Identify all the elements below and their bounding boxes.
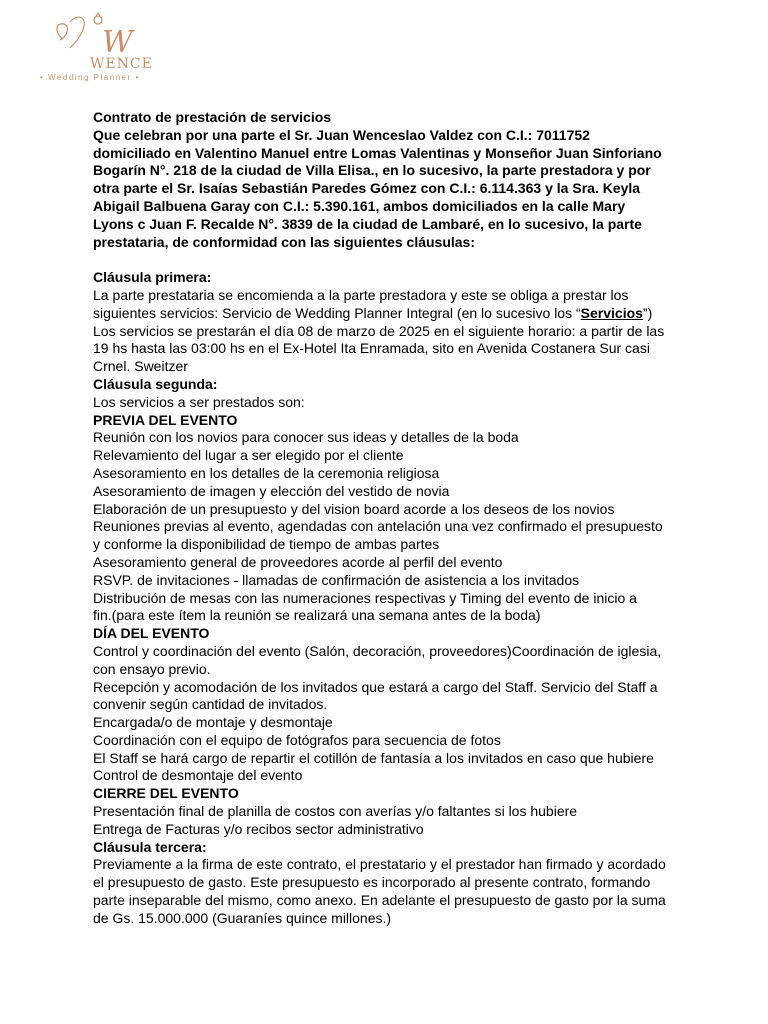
clause-text: de Gs. 15.000.000 (Guaraníes quince millones.) xyxy=(93,909,392,926)
service-item: Distribución de mesas con las numeraciones respectivas y Timing del evento de inicio a xyxy=(93,589,637,606)
ring-icon xyxy=(94,16,102,24)
header-line: domiciliado en Valentino Manuel entre Lomas Valentinas y Monseñor Juan Sinforiano xyxy=(93,144,662,161)
service-item: Elaboración de un presupuesto y del vision board acorde a los deseos de los novios xyxy=(93,500,615,517)
header-line: otra parte el Sr. Isaías Sebastián Paredes Gómez con C.I.: 6.114.363 y la Sra. Keyla xyxy=(93,180,641,197)
logo-flourish xyxy=(57,24,68,40)
service-item: El Staff se hará cargo de repartir el cotillón de fantasía a los invitados en caso que hubiere xyxy=(93,749,654,766)
service-item: Control de desmontaje del evento xyxy=(93,767,303,784)
service-item: Coordinación con el equipo de fotógrafos para secuencia de fotos xyxy=(93,731,501,748)
clause-heading: Cláusula segunda: xyxy=(93,375,218,392)
clause-text: parte inseparable del mismo, como anexo. En adelante el presupuesto de gasto por la suma xyxy=(93,892,666,909)
clause-text: La parte prestataria se encomienda a la parte prestadora y este se obliga a prestar los xyxy=(93,286,629,303)
clause-text: Los servicios se prestarán el día 08 de marzo de 2025 en el siguiente horario: a partir de las xyxy=(93,322,665,339)
clause-text: Crnel. Sweitzer xyxy=(93,358,188,375)
clause-heading: Cláusula tercera: xyxy=(93,838,207,855)
blank-line xyxy=(93,251,683,269)
header-line: Que celebran por una parte el Sr. Juan Wenceslao Valdez con C.I.: 7011752 xyxy=(93,126,590,143)
contract-body xyxy=(93,109,683,928)
header-line: prestataria, de conformidad con las siguientes cláusulas: xyxy=(93,233,476,250)
logo-tagline: • Wedding Planner • xyxy=(40,73,140,82)
clause-text-fragment: siguientes servicios: Servicio de Wedding Planner Integral (en lo sucesivo los “ xyxy=(93,304,581,321)
service-item: y conforme la disponibilidad de tiempo de ambas partes xyxy=(93,536,440,553)
service-item: RSVP. de invitaciones - llamadas de confirmación de asistencia a los invitados xyxy=(93,571,580,588)
service-item: Asesoramiento de imagen y elección del vestido de novia xyxy=(93,482,450,499)
clause-text xyxy=(93,305,683,323)
service-item: Entrega de Facturas y/o recibos sector administrativo xyxy=(93,820,424,837)
logo-monogram: W xyxy=(102,25,133,60)
section-heading: DÍA DEL EVENTO xyxy=(93,625,210,642)
clause-text: Los servicios a ser prestados son: xyxy=(93,393,305,410)
section-heading: PREVIA DEL EVENTO xyxy=(93,411,238,428)
header-line: Bogarín N°. 218 de la ciudad de Villa Elisa., en lo sucesivo, la parte prestadora y por xyxy=(93,162,651,179)
service-item: Relevamiento del lugar a ser elegido por el cliente xyxy=(93,447,404,464)
service-item: convenir según cantidad de invitados. xyxy=(93,696,328,713)
logo-brand: WENCE xyxy=(90,56,153,72)
clause-text: Previamente a la firma de este contrato, el prestatario y el prestador han firmado y acordado xyxy=(93,856,666,873)
service-item: Asesoramiento en los detalles de la ceremonia religiosa xyxy=(93,464,440,481)
service-item: Control y coordinación del evento (Salón, decoración, proveedores)Coordinación de iglesia, xyxy=(93,642,662,659)
service-item: Recepción y acomodación de los invitados que estará a cargo del Staff. Servicio del Staff a xyxy=(93,678,658,695)
contract-title: Contrato de prestación de servicios xyxy=(93,109,332,125)
logo-graphic xyxy=(40,8,200,88)
clause-text: 19 hs hasta las 03:00 hs en el Ex-Hotel Ita Enramada, sito en Avenida Costanera Sur casi xyxy=(93,340,650,357)
header-line: Lyons c Juan F. Recalde N°. 3839 de la ciudad de Lambaré, en lo sucesivo, la parte xyxy=(93,215,642,232)
service-item: Reunión con los novios para conocer sus ideas y detalles de la boda xyxy=(93,429,519,446)
header-line: Abigail Balbuena Garay con C.I.: 5.390.161, ambos domiciliados en la calle Mary xyxy=(93,197,626,214)
section-heading: CIERRE DEL EVENTO xyxy=(93,785,239,802)
service-item: Reuniones previas al evento, agendadas con antelación una vez confirmado el presupuesto xyxy=(93,518,663,535)
service-item: fin.(para este ítem la reunión se realizará una semana antes de la boda) xyxy=(93,607,541,624)
servicios-link: Servicios xyxy=(580,304,643,321)
clause-text-fragment: ”) xyxy=(642,304,653,321)
clause-heading: Cláusula primera: xyxy=(93,269,212,286)
service-item: con ensayo previo. xyxy=(93,660,211,677)
wedding-planner-logo xyxy=(40,8,200,88)
service-item: Presentación final de planilla de costos con averías y/o faltantes si los hubiere xyxy=(93,803,578,820)
service-item: Encargada/o de montaje y desmontaje xyxy=(93,714,333,731)
service-item: Asesoramiento general de proveedores acorde al perfil del evento xyxy=(93,553,503,570)
clause-text: el presupuesto de gasto. Este presupuesto es incorporado al presente contrato, formando xyxy=(93,874,651,891)
